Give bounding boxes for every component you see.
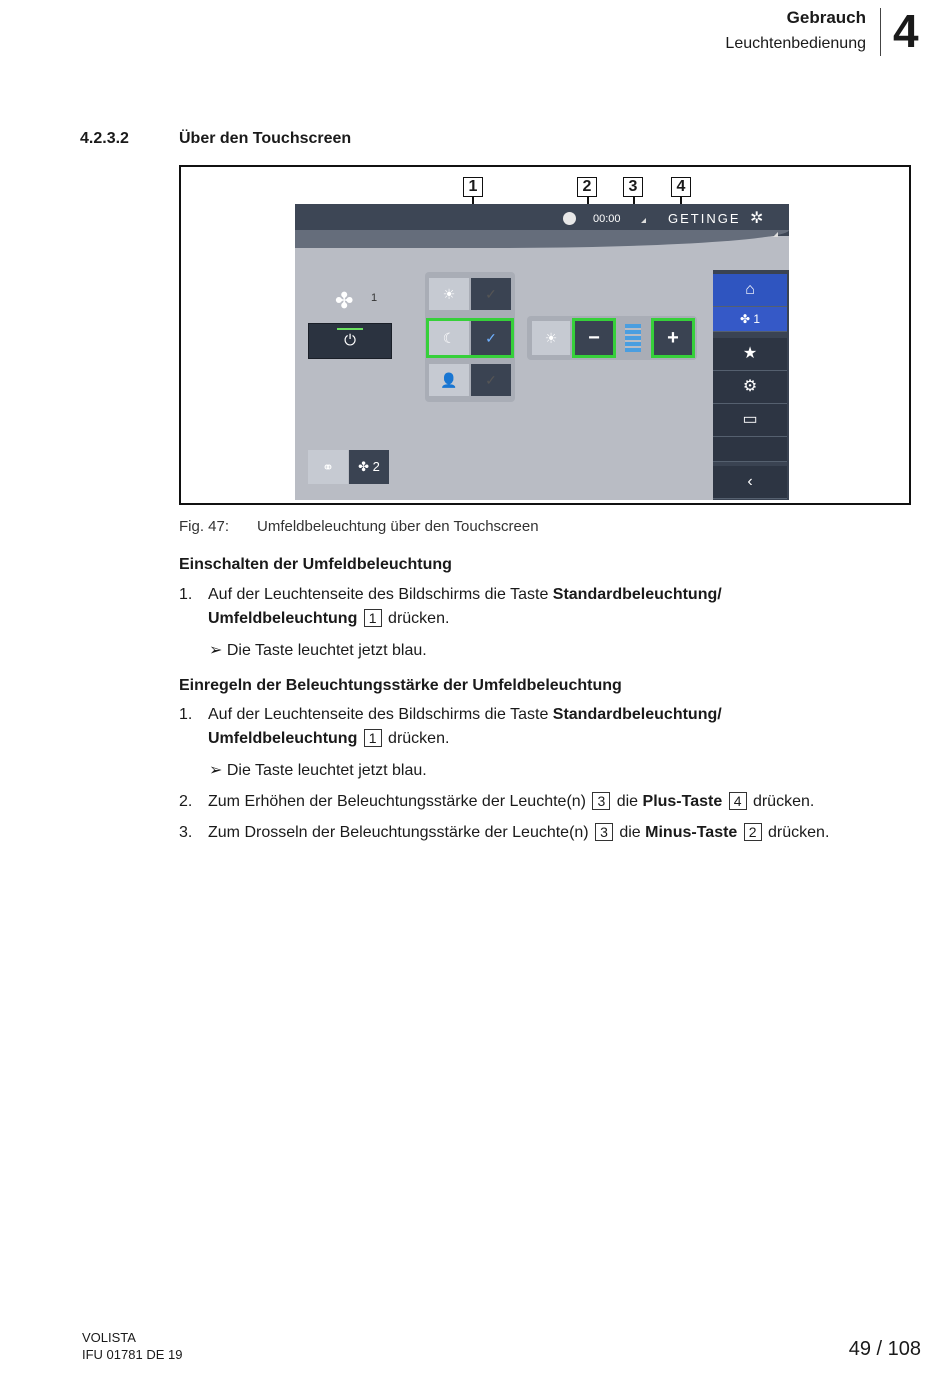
mode-standard-button[interactable]: ☀: [429, 278, 469, 310]
menu-corner-icon: [773, 232, 778, 237]
chapter-number: 4: [893, 5, 919, 57]
intensity-level-bar: [625, 324, 641, 352]
light-1-icon: ✤: [335, 288, 354, 313]
ref-box-2: 2: [744, 823, 762, 841]
brand-star-icon: ✲: [750, 210, 764, 227]
ref-box-3b: 3: [595, 823, 613, 841]
nav-light-1-button[interactable]: ✤ 1: [713, 307, 787, 332]
header-divider: [880, 8, 881, 56]
header-subtitle: Leuchtenbedienung: [725, 35, 866, 52]
mode-person-button[interactable]: 👤: [429, 364, 469, 396]
heading-einregeln: Einregeln der Beleuchtungsstärke der Umfeldbeleuchtung: [179, 677, 622, 694]
callout-1: 1: [463, 177, 483, 197]
light-2-label: 2: [372, 459, 380, 474]
light-2-button[interactable]: ✤ 2: [349, 450, 389, 484]
callout-3: 3: [623, 177, 643, 197]
link-button[interactable]: ⚭: [308, 450, 348, 484]
nav-light-1-label: 1: [753, 312, 761, 326]
time-dropdown-icon: [641, 218, 646, 223]
figure-caption-text: Umfeldbeleuchtung über den Touchscreen: [257, 518, 539, 535]
brand-logo: GETINGE: [668, 211, 741, 226]
mode-ambient-button[interactable]: ☾: [429, 321, 469, 355]
power-button[interactable]: [308, 323, 392, 359]
nav-home-button[interactable]: ⌂: [713, 274, 787, 307]
callout-2: 2: [577, 177, 597, 197]
figure-caption: [179, 518, 539, 535]
nav-battery-button[interactable]: ▭: [713, 404, 787, 437]
part2-step-1: 1. Auf der Leuchtenseite des Bildschirms die Taste Standardbeleuchtung/ Umfeldbeleuchtung 1 drücken.: [179, 706, 722, 747]
part2-step-2: 2. Zum Erhöhen der Beleuchtungsstärke der Leuchte(n) 3 die Plus-Taste 4 drücken.: [179, 793, 815, 810]
time-display: 00:00: [593, 213, 621, 225]
footer-doc-id: IFU 01781 DE 19: [82, 1347, 183, 1362]
section-title: Über den Touchscreen: [179, 130, 352, 147]
ref-box-1b: 1: [364, 729, 382, 747]
part2-step-3: 3. Zum Drosseln der Beleuchtungsstärke der Leuchte(n) 3 die Minus-Taste 2 drücken.: [179, 824, 830, 841]
section-number: 4.2.3.2: [80, 130, 129, 147]
part1-step-1: 1. Auf der Leuchtenseite des Bildschirms die Taste Standardbeleuchtung/ Umfeldbeleuchtung 1 drücken.: [179, 586, 722, 627]
mode-ambient-check[interactable]: ✓: [471, 321, 511, 355]
power-icon: ⏻: [344, 332, 356, 349]
clock-icon: [563, 212, 576, 225]
intensity-sun-icon: ☀: [532, 321, 570, 355]
part2-result: ➢ Die Taste leuchtet jetzt blau.: [209, 762, 427, 779]
callout-4: 4: [671, 177, 691, 197]
nav-empty-slot: [713, 437, 787, 462]
ref-box-1: 1: [364, 609, 382, 627]
nav-back-button[interactable]: ‹: [713, 466, 787, 499]
ref-box-4: 4: [729, 792, 747, 810]
light-1-label: 1: [371, 292, 378, 304]
nav-settings-button[interactable]: ⚙: [713, 371, 787, 404]
minus-button[interactable]: −: [572, 318, 616, 358]
header-title: Gebrauch: [786, 8, 866, 27]
footer-product: VOLISTA: [82, 1330, 136, 1345]
touchscreen-image: [295, 204, 789, 500]
mode-standard-check[interactable]: ✓: [471, 278, 511, 310]
side-nav: [713, 270, 789, 500]
screen-topbar-curve: [295, 230, 789, 248]
ref-box-3: 3: [592, 792, 610, 810]
nav-favorites-button[interactable]: ★: [713, 338, 787, 371]
figure-caption-label: Fig. 47:: [179, 518, 230, 535]
footer-page-number: 49 / 108: [848, 1338, 921, 1360]
part1-result: ➢ Die Taste leuchtet jetzt blau.: [209, 642, 427, 659]
plus-button[interactable]: +: [651, 318, 695, 358]
mode-person-check[interactable]: ✓: [471, 364, 511, 396]
heading-einschalten: Einschalten der Umfeldbeleuchtung: [179, 556, 452, 573]
